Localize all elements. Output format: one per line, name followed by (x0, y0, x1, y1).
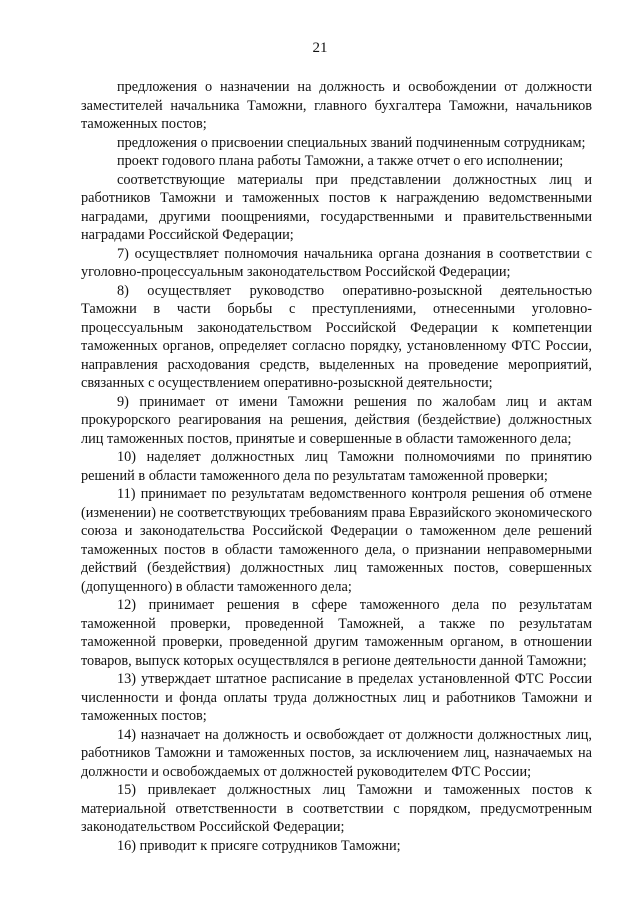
document-body (81, 78, 592, 855)
page-number: 21 (312, 40, 328, 56)
paragraph: 8) осуществляет руководство оперативно-розыскной деятельностью Таможни в части борьбы с преступлениями, отнесенными уголовно-процессуальным законодательством Российской Федерации к компетенции таможенных органов, определяет согласно порядку, установленному ФТС России, направления расходования средств, выделенных на проведение мероприятий, связанных с осуществлением оперативно-розыскной деятельности; (81, 282, 592, 391)
paragraph: предложения о присвоении специальных званий подчиненным сотрудникам; (117, 134, 586, 151)
paragraph: 7) осуществляет полномочия начальника органа дознания в соответствии с уголовно-процессуальным законодательством Российской Федерации; (81, 245, 592, 280)
paragraph: 16) приводит к присяге сотрудников Таможни; (117, 837, 401, 854)
paragraph: 13) утверждает штатное расписание в пределах установленной ФТС России численности и фонда оплаты труда должностных лиц и работников Таможни и таможенных постов; (81, 671, 592, 724)
paragraph: 15) привлекает должностных лиц Таможни и таможенных постов к материальной ответственности в соответствии с порядком, предусмотренным законодательством Российской Федерации; (81, 782, 592, 835)
paragraph: проект годового плана работы Таможни, а также отчет о его исполнении; (117, 153, 564, 169)
paragraph: 11) принимает по результатам ведомственного контроля решения об отмене (изменении) не соответствующих требованиям права Евразийского экономического союза и законодательства Российской Федерации о таможенном деле решений таможенных постов в области таможенного дела, о признании неправомерными действий (бездействия) должностных лиц таможенных постов, совершенных (допущенного) в области таможенного дела; (81, 486, 592, 595)
paragraph: 9) принимает от имени Таможни решения по жалобам лиц и актам прокурорского реагирования на решения, действия (бездействие) должностных лиц таможенных постов, принятые и совершенные в области таможенного дела; (81, 393, 592, 447)
paragraph: предложения о назначении на должность и освобождении от должности заместителей начальника Таможни, главного бухгалтера Таможни, начальников таможенных постов; (81, 79, 592, 132)
paragraph: соответствующие материалы при представлении должностных лиц и работников Таможни и таможенных постов к награждению ведомственными наградами, другими поощрениями, государственными и правительственными наградами Российской Федерации; (81, 171, 592, 243)
paragraph: 12) принимает решения в сфере таможенного дела по результатам таможенной проверки, проведенной Таможней, а также по результатам таможенной проверки, проведенной другим таможенным органом, в отношении товаров, выпуск которых осуществлялся в регионе деятельности данной Таможни; (81, 597, 592, 669)
paragraph: 10) наделяет должностных лиц Таможни полномочиями по принятию решений в области таможенного дела по результатам таможенной проверки; (81, 449, 592, 484)
paragraph: 14) назначает на должность и освобождает от должности должностных лиц, работников Таможни и таможенных постов, за исключением лиц, назначаемых на должности и освобождаемых от должностей руководителем ФТС России; (81, 726, 592, 780)
